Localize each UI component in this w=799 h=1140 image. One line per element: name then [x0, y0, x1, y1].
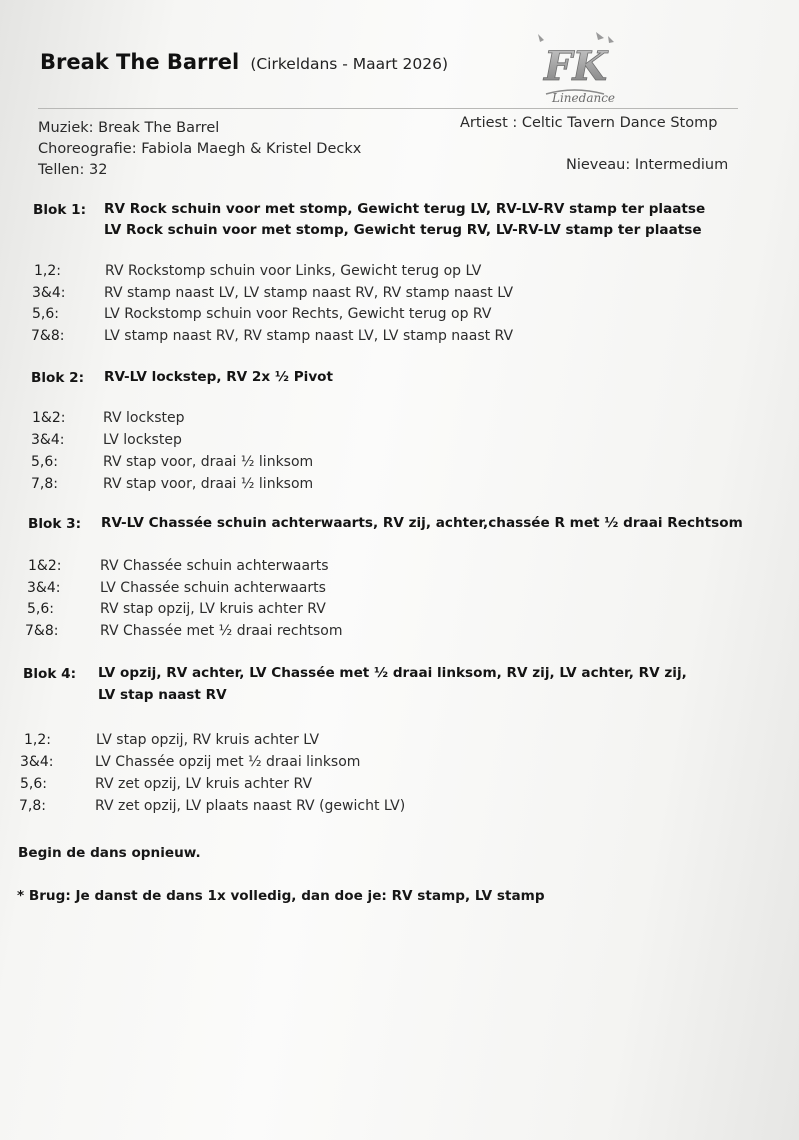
counts-info: Tellen: 32 [38, 162, 108, 178]
block-4-label: Blok 4: [23, 666, 77, 682]
music-info: Muziek: Break The Barrel [38, 120, 220, 136]
step-count: 1&2: [28, 558, 62, 574]
step-text: LV stap opzij, RV kruis achter LV [96, 732, 320, 748]
block-1-title-line-2: LV Rock schuin voor met stomp, Gewicht terug RV, LV-RV-LV stamp ter plaatse [104, 222, 702, 238]
choreography-info: Choreografie: Fabiola Maegh & Kristel Deckx [38, 141, 362, 157]
step-text: RV stap opzij, LV kruis achter RV [100, 601, 326, 617]
step-count: 5,6: [27, 601, 54, 617]
step-text: RV Chassée met ½ draai rechtsom [100, 623, 343, 639]
step-text: LV stamp naast RV, RV stamp naast LV, LV stamp naast RV [104, 328, 514, 344]
logo-script: Linedance [552, 91, 616, 105]
step-text: RV stap voor, draai ½ linksom [103, 454, 314, 470]
step-count: 7&8: [25, 623, 59, 639]
dance-title: Break The Barrel [40, 50, 240, 74]
block-4-title-line-1: LV opzij, RV achter, LV Chassée met ½ draai linksom, RV zij, LV achter, RV zij, [98, 665, 687, 681]
step-count: 3&4: [31, 432, 65, 448]
step-text: RV stamp naast LV, LV stamp naast RV, RV stamp naast LV [104, 285, 514, 301]
step-text: RV Rockstomp schuin voor Links, Gewicht terug op LV [105, 263, 482, 279]
step-text: LV Chassée schuin achterwaarts [100, 580, 326, 596]
step-count: 3&4: [32, 285, 66, 301]
level-info: Nieveau: Intermedium [566, 157, 729, 173]
logo-letters: FK [544, 43, 608, 90]
step-text: RV zet opzij, LV kruis achter RV [95, 776, 313, 792]
title-line [40, 50, 448, 74]
step-text: LV Rockstomp schuin voor Rechts, Gewicht terug op RV [104, 306, 492, 322]
block-1-title-line-1: RV Rock schuin voor met stomp, Gewicht terug LV, RV-LV-RV stamp ter plaatse [104, 201, 706, 217]
step-count: 3&4: [20, 754, 54, 770]
step-text: RV Chassée schuin achterwaarts [100, 558, 329, 574]
fk-linedance-logo [526, 28, 622, 110]
bridge-note: * Brug: Je danst de dans 1x volledig, dan doe je: RV stamp, LV stamp [17, 888, 545, 904]
block-2-label: Blok 2: [31, 370, 85, 386]
block-3-title: RV-LV Chassée schuin achterwaarts, RV zij, achter,chassée R met ½ draai Rechtsom [101, 515, 743, 531]
step-count: 7,8: [19, 798, 46, 814]
dance-subtitle: (Cirkeldans - Maart 2026) [250, 55, 449, 73]
step-count: 7&8: [31, 328, 65, 344]
restart-note: Begin de dans opnieuw. [18, 845, 201, 861]
step-count: 5,6: [32, 306, 59, 322]
step-count: 7,8: [31, 476, 58, 492]
step-count: 1&2: [32, 410, 66, 426]
step-text: LV Chassée opzij met ½ draai linksom [95, 754, 361, 770]
step-text: LV lockstep [103, 432, 182, 448]
step-count: 5,6: [20, 776, 47, 792]
header-divider [38, 108, 738, 109]
artist-info: Artiest : Celtic Tavern Dance Stomp [460, 115, 718, 131]
step-count: 1,2: [24, 732, 51, 748]
step-text: RV lockstep [103, 410, 185, 426]
block-1-label: Blok 1: [33, 202, 87, 218]
step-text: RV zet opzij, LV plaats naast RV (gewicht LV) [95, 798, 406, 814]
block-2-title: RV-LV lockstep, RV 2x ½ Pivot [104, 369, 334, 385]
step-text: RV stap voor, draai ½ linksom [103, 476, 314, 492]
step-count: 5,6: [31, 454, 58, 470]
step-count: 1,2: [34, 263, 61, 279]
block-3-label: Blok 3: [28, 516, 82, 532]
step-count: 3&4: [27, 580, 61, 596]
block-4-title-line-2: LV stap naast RV [98, 687, 227, 703]
